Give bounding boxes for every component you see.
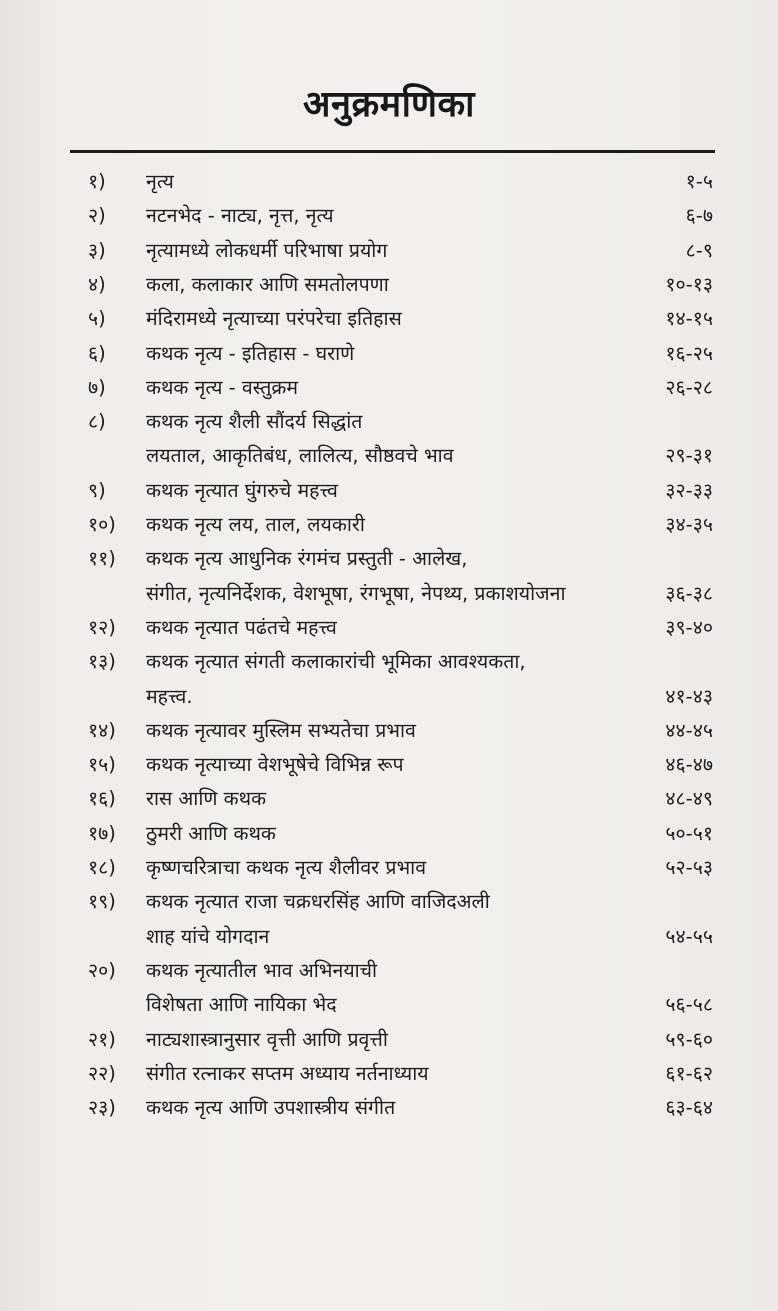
entry-pages: ५०-५१ bbox=[665, 821, 713, 845]
entry-title: संगीत रत्नाकर सप्तम अध्याय नर्तनाध्याय bbox=[146, 1061, 429, 1085]
entry-number: २०) bbox=[88, 958, 116, 982]
entry-title: ठुमरी आणि कथक bbox=[146, 821, 276, 845]
entry-number: १०) bbox=[88, 513, 116, 536]
toc-entry-row bbox=[0, 1091, 778, 1125]
toc-entry-continuation bbox=[0, 920, 778, 954]
entry-title: कथक नृत्य - वस्तुक्रम bbox=[146, 375, 299, 399]
entry-number: १) bbox=[88, 170, 106, 193]
entry-number: २३) bbox=[88, 1096, 116, 1120]
entry-number: ९) bbox=[88, 478, 106, 502]
entry-title: रास आणि कथक bbox=[146, 787, 267, 811]
entry-pages: ४६-४७ bbox=[665, 753, 713, 777]
entry-number: २२) bbox=[88, 1061, 116, 1085]
page-title: अनुक्रमणिका bbox=[303, 83, 475, 125]
toc-entry-row bbox=[0, 645, 778, 679]
entry-title: कथक नृत्यात घुंगरुचे महत्त्व bbox=[146, 478, 338, 502]
toc-entry-row bbox=[0, 371, 778, 405]
toc-entry-row bbox=[0, 542, 778, 576]
entry-title: संगीत, नृत्यनिर्देशक, वेशभूषा, रंगभूषा, नेपथ्य, प्रकाशयोजना bbox=[146, 581, 566, 605]
entry-title: कथक नृत्य आणि उपशास्त्रीय संगीत bbox=[146, 1096, 396, 1120]
toc-entry-continuation bbox=[0, 680, 778, 714]
entry-number: १२) bbox=[88, 615, 116, 639]
entry-number: १५) bbox=[88, 753, 116, 777]
entry-title: कथक नृत्यातील भाव अभिनयाची bbox=[146, 958, 378, 982]
toc-entry-row bbox=[0, 508, 778, 542]
entry-title: नाट्यशास्त्रानुसार वृत्ती आणि प्रवृत्ती bbox=[146, 1027, 388, 1051]
toc-entry-row bbox=[0, 199, 778, 233]
entry-title: कथक नृत्य - इतिहास - घराणे bbox=[146, 341, 355, 365]
entry-number: १६) bbox=[88, 787, 116, 811]
toc-entry-continuation bbox=[0, 439, 778, 473]
entry-pages: ३४-३५ bbox=[665, 513, 713, 536]
entry-pages: ३६-३८ bbox=[665, 581, 713, 605]
entry-pages: ४१-४३ bbox=[665, 684, 713, 708]
toc-entry-row bbox=[0, 337, 778, 371]
toc-entry-row bbox=[0, 851, 778, 885]
toc-entry-row bbox=[0, 954, 778, 988]
entry-pages: ५९-६० bbox=[665, 1027, 713, 1051]
entry-number: १९) bbox=[88, 890, 116, 914]
toc-entry-continuation bbox=[0, 988, 778, 1022]
entry-title: शाह यांचे योगदान bbox=[146, 924, 270, 948]
entry-title: कथक नृत्यात संगती कलाकारांची भूमिका आवश्यकता, bbox=[146, 650, 526, 674]
toc-entry-row bbox=[0, 1057, 778, 1091]
entry-number: ५) bbox=[88, 307, 106, 331]
toc-entry-row bbox=[0, 268, 778, 302]
entry-pages: ४८-४९ bbox=[665, 787, 713, 811]
entry-title: नृत्यामध्ये लोकधर्मी परिभाषा प्रयोग bbox=[146, 238, 388, 262]
toc-entry-row bbox=[0, 405, 778, 439]
entry-number: ११) bbox=[88, 547, 116, 571]
entry-title: कथक नृत्य शैली सौंदर्य सिद्धांत bbox=[146, 410, 363, 434]
toc-entry-row bbox=[0, 885, 778, 919]
entry-number: ६) bbox=[88, 341, 106, 365]
entry-pages: ५४-५५ bbox=[665, 924, 713, 948]
entry-pages: ६१-६२ bbox=[665, 1061, 713, 1085]
entry-pages: ३२-३३ bbox=[665, 478, 713, 502]
entry-number: २) bbox=[88, 204, 106, 228]
entry-pages: ५६-५८ bbox=[665, 993, 713, 1017]
entry-title: कथक नृत्याच्या वेशभूषेचे विभिन्न रूप bbox=[146, 753, 404, 777]
toc-entry-row bbox=[0, 234, 778, 268]
entry-pages: १-५ bbox=[685, 170, 713, 193]
entry-pages: २९-३१ bbox=[665, 444, 713, 468]
toc-entry-continuation bbox=[0, 577, 778, 611]
toc-entry-row bbox=[0, 474, 778, 508]
entry-title: विशेषता आणि नायिका भेद bbox=[146, 993, 337, 1017]
entry-pages: २६-२८ bbox=[665, 375, 713, 399]
entry-pages: ८-९ bbox=[685, 238, 713, 262]
entry-number: ८) bbox=[88, 410, 106, 434]
entry-title: कथक नृत्यावर मुस्लिम सभ्यतेचा प्रभाव bbox=[146, 718, 416, 742]
toc-entry-row bbox=[0, 302, 778, 336]
entry-title: कथक नृत्य लय, ताल, लयकारी bbox=[146, 513, 365, 536]
entry-number: ३) bbox=[88, 238, 106, 262]
entry-title: नटनभेद - नाट्य, नृत्त, नृत्य bbox=[146, 204, 334, 228]
entry-title: कला, कलाकार आणि समतोलपणा bbox=[146, 272, 389, 296]
toc-entry-row bbox=[0, 714, 778, 748]
toc-entry-row bbox=[0, 817, 778, 851]
entry-title: कथक नृत्य आधुनिक रंगमंच प्रस्तुती - आलेख, bbox=[146, 547, 468, 571]
toc-entry-row bbox=[0, 782, 778, 816]
entry-number: ४) bbox=[88, 272, 106, 296]
entry-pages: ४४-४५ bbox=[665, 718, 713, 742]
toc-entry-row bbox=[0, 611, 778, 645]
entry-title: महत्त्व. bbox=[146, 684, 193, 708]
toc-entry-row bbox=[0, 748, 778, 782]
entry-number: १७) bbox=[88, 821, 116, 845]
entry-pages: ६३-६४ bbox=[665, 1096, 713, 1120]
entry-pages: १६-२५ bbox=[665, 341, 713, 365]
entry-title: मंदिरामध्ये नृत्याच्या परंपरेचा इतिहास bbox=[146, 307, 402, 331]
entry-title: कथक नृत्यात राजा चक्रधरसिंह आणि वाजिदअली bbox=[146, 890, 490, 914]
entry-title: लयताल, आकृतिबंध, लालित्य, सौष्ठवचे भाव bbox=[146, 444, 454, 468]
entry-pages: ३९-४० bbox=[665, 615, 713, 639]
entry-pages: ५२-५३ bbox=[665, 856, 713, 879]
entry-number: २१) bbox=[88, 1027, 116, 1051]
entry-number: ७) bbox=[88, 375, 106, 399]
entry-title: कथक नृत्यात पढंतचे महत्त्व bbox=[146, 615, 337, 639]
entry-title: नृत्य bbox=[146, 170, 174, 193]
entry-pages: १०-१३ bbox=[665, 272, 713, 296]
entry-number: १८) bbox=[88, 856, 116, 879]
entry-pages: ६-७ bbox=[685, 204, 713, 228]
entry-number: १४) bbox=[88, 718, 116, 742]
entry-title: कृष्णचरित्राचा कथक नृत्य शैलीवर प्रभाव bbox=[146, 856, 427, 879]
toc-entry-row bbox=[0, 1023, 778, 1057]
entry-pages: १४-१५ bbox=[665, 307, 713, 331]
entry-number: १३) bbox=[88, 650, 116, 674]
title-underline bbox=[70, 150, 715, 153]
toc-entry-row bbox=[0, 165, 778, 199]
